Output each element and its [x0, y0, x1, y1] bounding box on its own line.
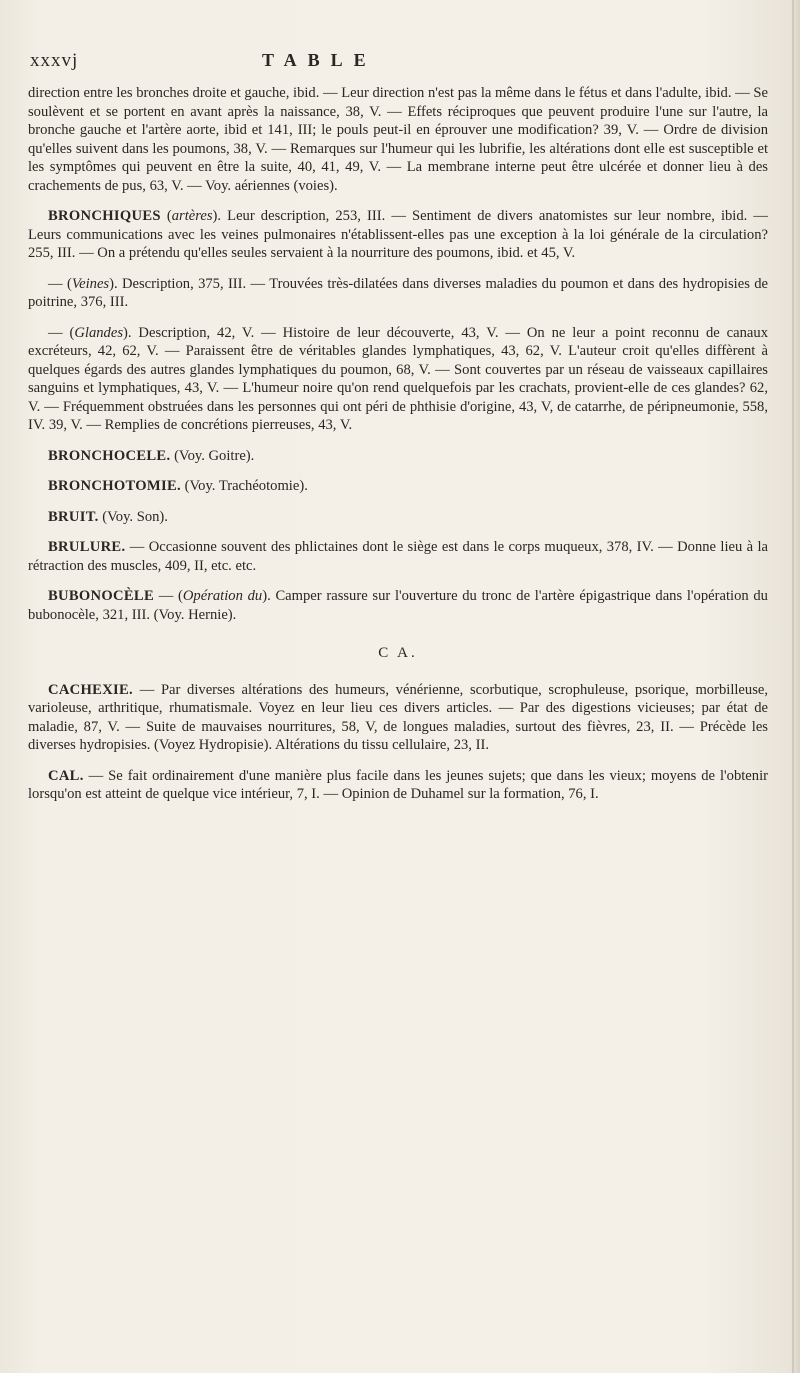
index-entry-cachexie	[28, 681, 768, 755]
sub-headword: artères	[171, 208, 213, 224]
sub-headword: Veines	[71, 275, 110, 292]
entry-text: . Leur description, 253, III. — Sentiment de divers anatomistes sur leur nombre, ibid. — Leurs communications avec les veines pulmonaires n'établissent-elles pas une exception à la loi générale de la circulation? 255, III. — On a prétendu qu'elles seules servaient à la nourriture des poumons, ibid. et 45, V.	[28, 208, 768, 261]
index-entry-bruit	[28, 508, 768, 527]
page-edge	[792, 0, 794, 1373]
headword: BUBONOCÈLE	[48, 588, 154, 604]
entry-text: — Occasionne souvent des phlictaines dont le siège est dans le corps muqueux, 378, IV. — Donne lieu à la rétraction des muscles, 409, II, etc. etc.	[28, 539, 769, 574]
section-heading: C A.	[378, 645, 418, 661]
headword: BRONCHIQUES	[48, 208, 161, 224]
sub-headword: Glandes	[74, 324, 124, 341]
entry-text: . Camper rassure sur l'ouverture du tronc de l'artère épigastrique dans l'opération du bubonocèle, 321, III. (Voy. Hernie).	[28, 588, 768, 623]
index-entry-bubonocele: BUBONOCÈLE — (Opération du). Camper rassure sur l'ouverture du tronc de l'artère épigastrique dans l'opération du bubonocèle, 321, III. (Voy. Hernie).	[28, 588, 768, 623]
index-entry-cal	[28, 767, 768, 804]
headword: BRULURE.	[48, 539, 126, 555]
index-entry-brulure	[28, 538, 768, 575]
headword: BRUIT.	[48, 508, 99, 525]
entry-text: . Description, 42, V. — Histoire de leur découverte, 43, V. — On ne leur a point reconnu de canaux excréteurs, 42, 62, V. — Paraissent être de véritables glandes lymphatiques, 43, 62, V. L'auteur croit qu'elles diffèrent à quelques égards des autres glandes lymphatiques du poumon, 68, V. — Sont couvertes par un réseau de vaisseaux capillaires sanguins et lymphatiques, 43, V. — L'humeur noire qu'on rend quelquefois par les crachats, provient-elle de ces glandes? 62, V. — Fréquemment obstruées dans les personnes qui ont péri de phthisie d'origine, 43, V, de catarrhe, de péripneumonie, 558, IV. 39, V. — Remplies de concrétions pierreuses, 43, V.	[28, 324, 768, 433]
entry-text: (Voy. Son).	[102, 508, 168, 525]
entry-text: (Voy. Trachéotomie).	[184, 478, 308, 494]
entry-text: . Description, 375, III. — Trouvées très-dilatées dans diverses maladies du poumon et dans des hydropisies de poitrine, 376, III.	[28, 275, 768, 310]
index-entry-bronchiques-glandes: — (Glandes). Description, 42, V. — Histoire de leur découverte, 43, V. — On ne leur a point reconnu de canaux excréteurs, 42, 62, V. — Paraissent être de véritables glandes lymphatiques, 43, 62, V. L'auteur croit qu'elles diffèrent à quelques égards des autres glandes lymphatiques du poumon, 68, V. — Sont couvertes par un réseau de vaisseaux capillaires sanguins et lymphatiques, 43, V. — L'humeur noire qu'on rend quelquefois par les crachats, provient-elle de ces glandes? 62, V. — Fréquemment obstruées dans les personnes qui ont péri de phthisie d'origine, 43, V, de catarrhe, de péripneumonie, 558, IV. 39, V. — Remplies de concrétions pierreuses, 43, V.	[28, 324, 768, 433]
index-entry-bronchiques-veines: — (Veines). Description, 375, III. — Trouvées très-dilatées dans diverses maladies du poumon et dans des hydropisies de poitrine, 376, III.	[28, 275, 768, 310]
sub-headword: Opération du	[182, 588, 263, 604]
page-number: xxxvj	[30, 50, 79, 71]
page-header	[30, 50, 770, 80]
headword: BRONCHOTOMIE.	[48, 478, 181, 494]
index-entry-bronchocele	[28, 447, 768, 466]
headword: CACHEXIE.	[48, 681, 134, 698]
index-entry-continuation: direction entre les bronches droite et gauche, ibid. — Leur direction n'est pas la même dans le fétus et dans l'adulte, ibid. — Se soulèvent et se portent en avant après la naissance, 38, V. — Effets réciproques que peuvent produire l'une sur l'autre, la bronche gauche et l'artère aorte, ibid et 141, III; le pouls peut-il en éprouver une modification? 39, V. — Ordre de division qu'elles suivent dans les poumons, 38, V. — Remarques sur l'humeur qui les lubrifie, les altérations dont elle est susceptible et les symptômes qui peuvent en être la suite, 40, 41, 49, V. — La membrane interne peut être ulcérée et donner lieu à des crachements de pus, 63, V. — Voy. aériennes (voies).	[28, 85, 768, 194]
entry-text: — Se fait ordinairement d'une manière plus facile dans les jeunes sujets; que dans les vieux; moyens de l'obtenir lorsqu'on est atteint de quelque vice intérieur, 7, I. — Opinion de Duhamel sur la formation, 76, I.	[28, 767, 768, 802]
headword: BRONCHOCELE.	[48, 447, 171, 464]
index-entry-bronchotomie	[28, 477, 768, 496]
running-title: TABLE	[262, 50, 377, 70]
index-entry-bronchiques-arteres: BRONCHIQUES (artères). Leur description, 253, III. — Sentiment de divers anatomistes sur leur nombre, ibid. — Leurs communications avec les veines pulmonaires n'établissent-elles pas une exception à la loi générale de la circulation? 255, III. — On a prétendu qu'elles seules servaient à la nourriture des poumons, ibid. et 45, V.	[28, 208, 768, 261]
entry-text: — Par diverses altérations des humeurs, vénérienne, scorbutique, scrophuleuse, psorique, morbilleuse, varioleuse, arthritique, rhumatismale. Voyez en leur lieu ces divers articles. — Par des digestions vicieuses; par état de maladie, 87, V. — Suite de mauvaises nourritures, 58, V, de longues maladies, surtout des fièvres, 23, II. — Précède les diverses hydropisies. (Voyez Hydropisie). Altérations du tissu cellulaire, 23, II.	[28, 681, 769, 753]
entry-text: (Voy. Goitre).	[174, 447, 255, 464]
index-content	[28, 84, 768, 816]
headword: CAL.	[48, 767, 84, 784]
